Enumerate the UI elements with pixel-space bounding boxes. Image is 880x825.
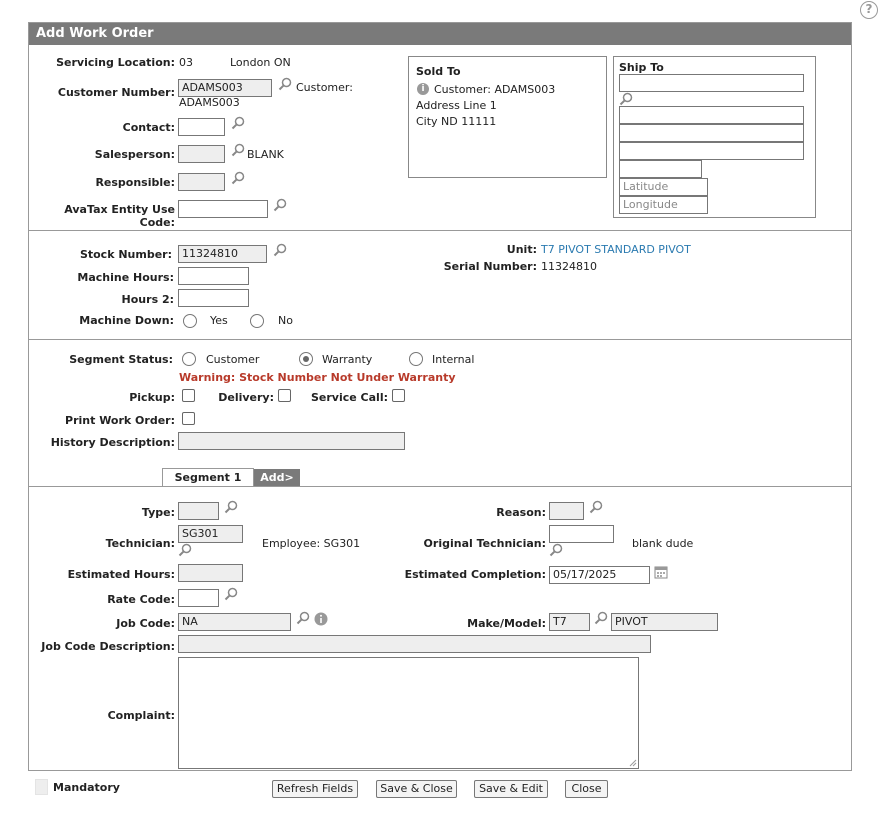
rate-code-input[interactable]	[178, 589, 219, 607]
hours2-input[interactable]	[178, 289, 249, 307]
print-work-order-checkbox[interactable]	[182, 412, 195, 425]
estimated-completion-label: Estimated Completion:	[404, 568, 546, 581]
model-input[interactable]: PIVOT	[611, 613, 718, 631]
close-button[interactable]: Close	[565, 780, 608, 798]
ship-to-address3-input[interactable]	[619, 142, 804, 160]
ship-to-name-input[interactable]	[619, 74, 804, 92]
refresh-fields-button[interactable]: Refresh Fields	[272, 780, 358, 798]
technician-input[interactable]: SG301	[178, 525, 243, 543]
rate-code-search-icon[interactable]	[224, 587, 238, 601]
longitude-input[interactable]: Longitude	[619, 196, 708, 214]
save-edit-button[interactable]: Save & Edit	[474, 780, 548, 798]
customer-search-icon[interactable]	[278, 77, 292, 91]
ship-to-city-input[interactable]	[619, 160, 702, 178]
original-technician-text: blank dude	[632, 537, 694, 550]
customer-value: ADAMS003	[179, 96, 240, 109]
status-warranty-label: Warranty	[322, 353, 373, 366]
responsible-input[interactable]	[178, 173, 225, 191]
technician-label: Technician:	[105, 537, 175, 550]
ship-to-address1-input[interactable]	[619, 106, 804, 124]
status-internal-radio[interactable]	[409, 352, 423, 366]
serial-number-label: Serial Number:	[443, 260, 537, 273]
history-description-input[interactable]	[178, 432, 405, 450]
ship-to-title: Ship To	[619, 61, 664, 74]
original-technician-input[interactable]	[549, 525, 614, 543]
status-customer-radio[interactable]	[182, 352, 196, 366]
servicing-location-code: 03	[179, 56, 193, 69]
complaint-label: Complaint:	[107, 709, 175, 722]
machine-down-yes-radio[interactable]	[183, 314, 197, 328]
add-work-order-panel	[28, 22, 852, 771]
save-close-button[interactable]: Save & Close	[376, 780, 457, 798]
service-call-checkbox[interactable]	[392, 389, 405, 402]
print-work-order-label: Print Work Order:	[65, 414, 175, 427]
servicing-location-name: London ON	[230, 56, 291, 69]
tab-divider	[29, 486, 851, 487]
contact-label: Contact:	[122, 121, 175, 134]
sold-to-customer: Customer: ADAMS003	[434, 83, 556, 96]
delivery-checkbox[interactable]	[278, 389, 291, 402]
avatax-search-icon[interactable]	[273, 198, 287, 212]
info-icon[interactable]: i	[417, 83, 429, 95]
avatax-label: AvaTax Entity Use Code:	[64, 203, 175, 229]
customer-label: Customer:	[296, 81, 353, 94]
type-label: Type:	[141, 506, 175, 519]
tab-add-segment[interactable]: Add>	[254, 469, 300, 486]
make-search-icon[interactable]	[594, 611, 608, 625]
history-description-label: History Description:	[50, 436, 175, 449]
tab-segment-1[interactable]: Segment 1	[162, 468, 254, 487]
resize-grip-icon[interactable]	[629, 759, 637, 767]
section-divider	[29, 339, 851, 340]
reason-input[interactable]	[549, 502, 584, 520]
contact-input[interactable]	[178, 118, 225, 136]
job-code-description-label: Job Code Description:	[41, 640, 175, 653]
pickup-label: Pickup:	[129, 391, 175, 404]
machine-down-yes-label: Yes	[210, 314, 228, 327]
machine-hours-input[interactable]	[178, 267, 249, 285]
service-call-label: Service Call:	[311, 391, 388, 404]
responsible-label: Responsible:	[95, 176, 175, 189]
customer-number-label: Customer Number:	[57, 86, 175, 99]
status-warranty-radio[interactable]	[299, 352, 313, 366]
sold-to-title: Sold To	[416, 65, 461, 78]
responsible-search-icon[interactable]	[231, 171, 245, 185]
ship-to-box	[613, 56, 816, 218]
machine-hours-label: Machine Hours:	[77, 271, 174, 284]
segment-status-label: Segment Status:	[69, 353, 173, 366]
stock-number-input[interactable]: 11324810	[178, 245, 267, 263]
type-search-icon[interactable]	[224, 500, 238, 514]
reason-label: Reason:	[496, 506, 546, 519]
estimated-completion-input[interactable]: 05/17/2025	[549, 566, 650, 584]
stock-number-label: Stock Number:	[79, 248, 172, 261]
job-code-input[interactable]: NA	[178, 613, 291, 631]
employee-text: Employee: SG301	[262, 537, 361, 550]
status-internal-label: Internal	[432, 353, 475, 366]
ship-to-address2-input[interactable]	[619, 124, 804, 142]
help-icon[interactable]: ?	[860, 1, 878, 19]
technician-search-icon[interactable]	[178, 543, 192, 557]
servicing-location-label: Servicing Location:	[56, 56, 175, 69]
ship-to-search-icon[interactable]	[619, 92, 633, 106]
sold-to-address: Address Line 1	[416, 99, 497, 112]
pickup-checkbox[interactable]	[182, 389, 195, 402]
reason-search-icon[interactable]	[589, 500, 603, 514]
mandatory-swatch	[35, 779, 48, 795]
job-code-search-icon[interactable]	[296, 611, 310, 625]
complaint-textarea[interactable]	[178, 657, 639, 769]
salesperson-text: BLANK	[247, 148, 284, 161]
salesperson-input[interactable]	[178, 145, 225, 163]
estimated-hours-label: Estimated Hours:	[67, 568, 175, 581]
sold-to-city: City ND 11111	[416, 115, 497, 128]
original-technician-search-icon[interactable]	[549, 543, 563, 557]
stock-search-icon[interactable]	[273, 243, 287, 257]
serial-number-value: 11324810	[541, 260, 597, 273]
rate-code-label: Rate Code:	[107, 593, 175, 606]
original-technician-label: Original Technician:	[423, 537, 546, 550]
status-customer-label: Customer	[206, 353, 260, 366]
calendar-icon[interactable]	[654, 565, 668, 579]
machine-down-no-radio[interactable]	[250, 314, 264, 328]
job-code-label: Job Code:	[116, 617, 175, 630]
mandatory-label: Mandatory	[53, 781, 120, 794]
make-model-label: Make/Model:	[467, 617, 546, 630]
make-input[interactable]: T7	[549, 613, 590, 631]
machine-down-label: Machine Down:	[79, 314, 174, 327]
customer-number-input[interactable]: ADAMS003	[178, 79, 272, 97]
section-divider	[29, 230, 851, 231]
salesperson-search-icon[interactable]	[231, 143, 245, 157]
job-code-info-icon[interactable]	[314, 612, 328, 626]
job-code-description-input[interactable]	[178, 635, 651, 653]
contact-search-icon[interactable]	[231, 116, 245, 130]
unit-label: Unit:	[506, 243, 537, 256]
estimated-hours-input[interactable]	[178, 564, 243, 582]
sold-to-box	[408, 56, 607, 178]
type-input[interactable]	[178, 502, 219, 520]
machine-down-no-label: No	[278, 314, 293, 327]
panel-title: Add Work Order	[29, 23, 851, 45]
hours2-label: Hours 2:	[121, 293, 174, 306]
latitude-input[interactable]: Latitude	[619, 178, 708, 196]
avatax-input[interactable]	[178, 200, 268, 218]
salesperson-label: Salesperson:	[94, 148, 175, 161]
unit-link[interactable]: T7 PIVOT STANDARD PIVOT	[541, 243, 691, 256]
warranty-warning: Warning: Stock Number Not Under Warranty	[179, 371, 456, 384]
delivery-label: Delivery:	[218, 391, 274, 404]
